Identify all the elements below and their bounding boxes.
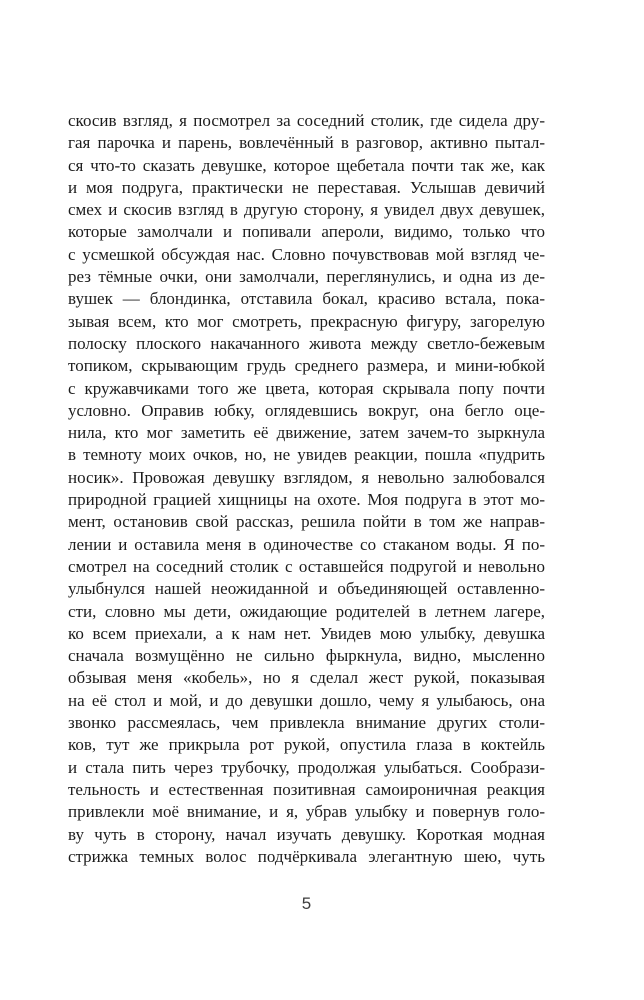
text-line: звонко рассмеялась, чем привлекла внимание других столи- bbox=[68, 713, 545, 733]
text-line: скосив взгляд, я посмотрел за соседний столик, где сидела дру- bbox=[68, 111, 545, 130]
text-line: улыбнулся нашей неожиданной и объединяющей оставленно- bbox=[68, 579, 545, 599]
text-line: носик». Провожая девушку взглядом, я невольно залюбовался bbox=[68, 467, 545, 487]
text-line: ву чуть в сторону, начал изучать девушку. Короткая модная bbox=[68, 824, 545, 844]
text-line: смех и скосив взгляд в другую сторону, я увидел двух девушек, bbox=[68, 200, 545, 220]
text-line: гая парочка и парень, вовлечённый в разговор, активно пытал- bbox=[68, 133, 545, 153]
text-line: сти, словно мы дети, ожидающие родителей в летнем лагере, bbox=[68, 601, 545, 621]
page-number: 5 bbox=[301, 894, 312, 913]
text-line: ко всем приехали, а к нам нет. Увидев мою улыбку, девушка bbox=[68, 623, 545, 643]
text-line: топиком, скрывающим грудь среднего размера, и мини-юбкой bbox=[68, 356, 545, 376]
text-line: полоску плоского накачанного живота между светло-бежевым bbox=[68, 333, 545, 353]
text-line: ся что-то сказать девушке, которое щебетала почти так же, как bbox=[68, 155, 545, 175]
text-line: нила, кто мог заметить её движение, затем зачем-то зыркнула bbox=[68, 423, 545, 443]
text-line: тельность и естественная позитивная самоироничная реакция bbox=[68, 779, 545, 799]
text-line: ков, тут же прикрыла рот рукой, опустила глаза в коктейль bbox=[68, 735, 545, 755]
text-line: стрижка темных волос подчёркивала элегантную шею, чуть bbox=[68, 846, 545, 866]
text-line: которые замолчали и попивали апероли, видимо, только что bbox=[68, 222, 545, 242]
text-line: вушек — блондинка, отставила бокал, красиво встала, пока- bbox=[68, 289, 545, 309]
text-line: мент, остановив свой рассказ, решила пойти в том же направ- bbox=[68, 512, 545, 532]
text-line: и моя подруга, практически не переставая. Услышав девичий bbox=[68, 177, 545, 197]
text-line: обзывая меня «кобель», но я сделал жест рукой, показывая bbox=[68, 668, 545, 688]
text-line: на её стол и мой, и до девушки дошло, чему я улыбаюсь, она bbox=[68, 690, 545, 710]
text-line: смотрел на соседний столик с оставшейся подругой и невольно bbox=[68, 556, 545, 576]
text-line: лении и оставила меня в одиночестве со стаканом воды. Я по- bbox=[68, 534, 545, 554]
text-line: природной грацией хищницы на охоте. Моя подруга в этот мо- bbox=[68, 490, 545, 510]
text-line: с кружавчиками того же цвета, которая скрывала попу почти bbox=[68, 378, 545, 398]
text-line: привлекли моё внимание, и я, убрав улыбку и повернув голо- bbox=[68, 802, 545, 822]
text-line: зывая всем, кто мог смотреть, прекрасную фигуру, загорелую bbox=[68, 311, 545, 331]
text-line: рез тёмные очки, они замолчали, переглянулись, и одна из де- bbox=[68, 267, 545, 287]
page-text bbox=[68, 110, 545, 868]
text-line: и стала пить через трубочку, продолжая улыбаться. Сообрази- bbox=[68, 757, 545, 777]
text-line: сначала возмущённо не сильно фыркнула, видно, мысленно bbox=[68, 646, 545, 666]
text-line: с усмешкой обсуждая нас. Словно почувствовав мой взгляд че- bbox=[68, 244, 545, 264]
text-line: в темноту моих очков, но, не увидев реакции, пошла «пудрить bbox=[68, 445, 545, 465]
text-line: условно. Оправив юбку, оглядевшись вокруг, она бегло оце- bbox=[68, 400, 545, 420]
